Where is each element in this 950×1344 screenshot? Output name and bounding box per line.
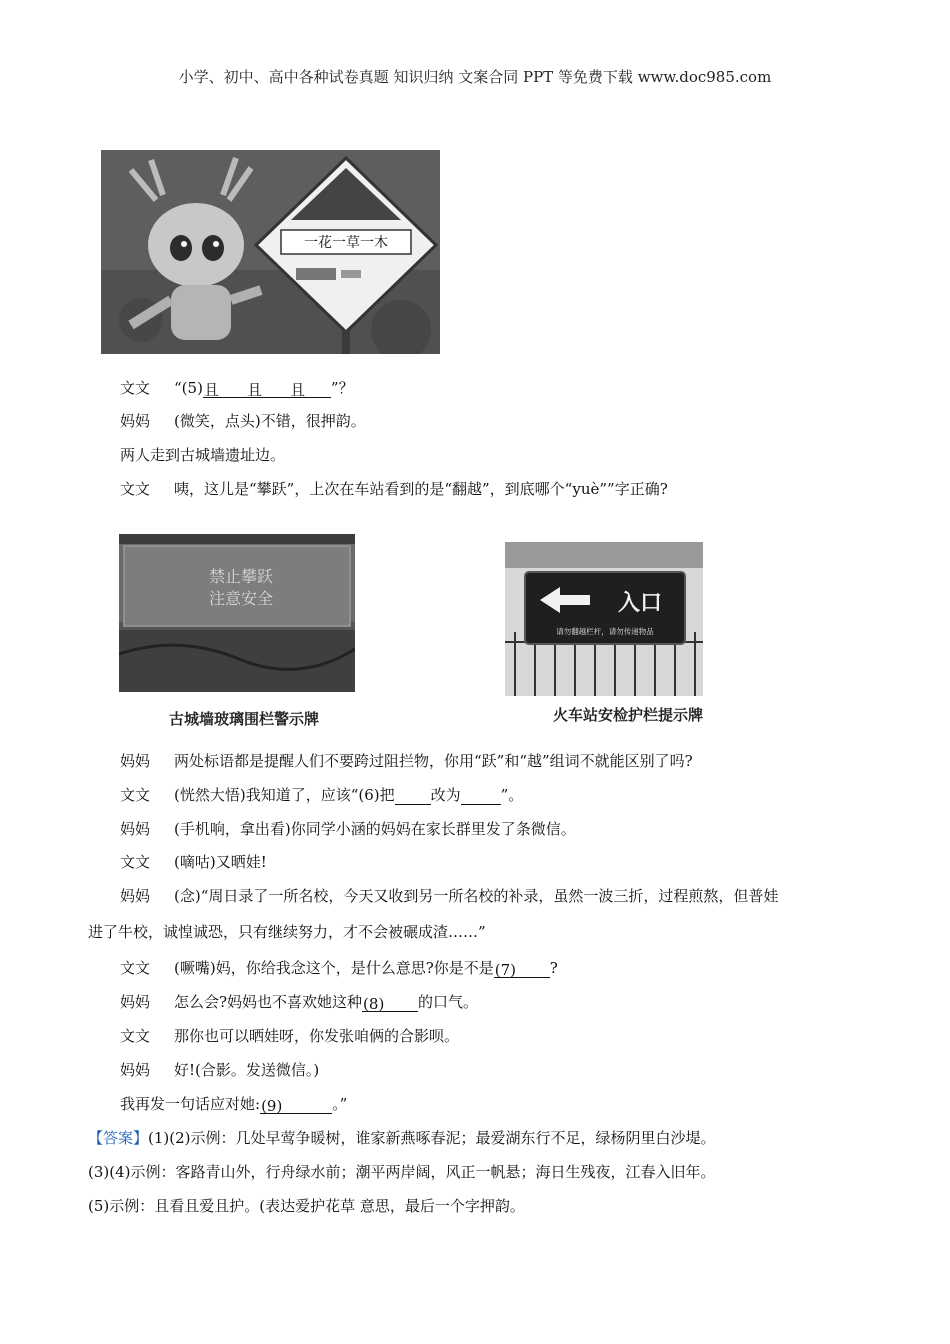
entrance-sign-illustration bbox=[505, 542, 703, 696]
speaker-label: 妈妈 bbox=[120, 993, 151, 1011]
answer-line-3: (5)示例：且看且爱且护。(表达爱护花草 意思，最后一个字押韵。 bbox=[88, 1197, 525, 1215]
dialogue-line: 文文 那你也可以晒娃呀，你发张咱俩的合影呗。 bbox=[120, 1027, 460, 1045]
stage-direction: 两人走到古城墙遗址边。 bbox=[120, 446, 286, 464]
fence-photo-caption: 古城墙玻璃围栏警示牌 bbox=[168, 710, 319, 728]
answer-tag: 【答案】 bbox=[88, 1129, 149, 1147]
city-wall-fence-photo bbox=[119, 534, 355, 692]
dialogue-line: 文文 咦，这儿是“攀跃”，上次在车站看到的是“翻越”，到底哪个“yuè””字正确? bbox=[120, 480, 668, 498]
mascot-sign-illustration bbox=[101, 150, 440, 354]
speaker-label: 妈妈 bbox=[120, 887, 151, 905]
dialogue-line-5: 文文 “(5)且 且 且 ”？ bbox=[120, 379, 354, 399]
dialogue-line-7: 文文 (噘嘴)妈，你给我念这个，是什么意思?你是不是(7) ? bbox=[120, 959, 558, 979]
blank-5: 且 且 且 bbox=[203, 380, 331, 398]
speaker-label: 妈妈 bbox=[120, 820, 151, 838]
mascot-sign-photo bbox=[101, 150, 440, 354]
speaker-label: 妈妈 bbox=[120, 752, 151, 770]
fence-sign-line1: 禁止攀跃 bbox=[208, 567, 274, 586]
speaker-label: 文文 bbox=[120, 480, 151, 498]
station-barrier-photo bbox=[505, 542, 703, 696]
fence-warning-illustration bbox=[119, 534, 355, 692]
dialogue-line: 妈妈 好!(合影。发送微信。) bbox=[120, 1061, 320, 1079]
blank-8: (8) bbox=[362, 994, 418, 1012]
blank-6b bbox=[461, 787, 501, 805]
dialogue-line-9: 我再发一句话应对她:(9) 。” bbox=[120, 1095, 348, 1115]
speaker-label: 妈妈 bbox=[120, 1061, 151, 1079]
entrance-sign-sub: 请勿翻越栏杆，请勿传递物品 bbox=[556, 627, 654, 636]
blank-6a bbox=[395, 787, 431, 805]
fence-sign-line2: 注意安全 bbox=[208, 589, 274, 608]
dialogue-line: 妈妈 两处标语都是提醒人们不要跨过阻拦物，你用“跃”和“越”组词不就能区别了吗? bbox=[120, 752, 693, 770]
speaker-label: 妈妈 bbox=[120, 412, 151, 430]
dialogue-line: 妈妈 (微笑，点头)不错，很押韵。 bbox=[120, 412, 366, 430]
entrance-sign-main: 入口 bbox=[617, 591, 663, 616]
answer-line-1: 【答案】(1)(2)示例：几处早莺争暖树，谁家新燕啄春泥；最爱湖东行不足，绿杨阴里白沙堤。 bbox=[88, 1129, 716, 1147]
speaker-label: 文文 bbox=[120, 1027, 151, 1045]
station-photo-caption: 火车站安检护栏提示牌 bbox=[552, 706, 703, 724]
speaker-label: 文文 bbox=[120, 959, 151, 977]
speaker-label: 文文 bbox=[120, 786, 151, 804]
dialogue-line: 妈妈 (念)“周日录了一所名校，今天又收到另一所名校的补录，虽然一波三折，过程煎熬，但普娃 bbox=[120, 887, 779, 905]
sign-slogan: 一花一草一木 bbox=[304, 235, 388, 251]
dialogue-line-8: 妈妈 怎么会?妈妈也不喜欢她这种(8) 的口气。 bbox=[120, 993, 479, 1013]
page-header: 小学、初中、高中各种试卷真题 知识归纳 文案合同 PPT 等免费下载 www.doc985.com bbox=[178, 68, 772, 86]
answer-line-2: (3)(4)示例：客路青山外，行舟绿水前；潮平两岸阔，风正一帆悬；海日生残夜，江春入旧年。 bbox=[88, 1163, 716, 1181]
speaker-label: 文文 bbox=[120, 853, 151, 871]
blank-7: (7) bbox=[494, 960, 550, 978]
dialogue-line-6: 文文 (恍然大悟)我知道了，应该“(6)把 改为 ”。 bbox=[120, 786, 524, 804]
dialogue-line: 文文 (嘀咕)又晒娃! bbox=[120, 853, 267, 871]
speaker-label: 文文 bbox=[120, 379, 151, 397]
blank-9: (9) bbox=[260, 1096, 332, 1114]
dialogue-line-continued: 进了牛校，诚惶诚恐，只有继续努力，才不会被碾成渣……” bbox=[88, 923, 486, 941]
dialogue-line: 妈妈 (手机响，拿出看)你同学小涵的妈妈在家长群里发了条微信。 bbox=[120, 820, 576, 838]
